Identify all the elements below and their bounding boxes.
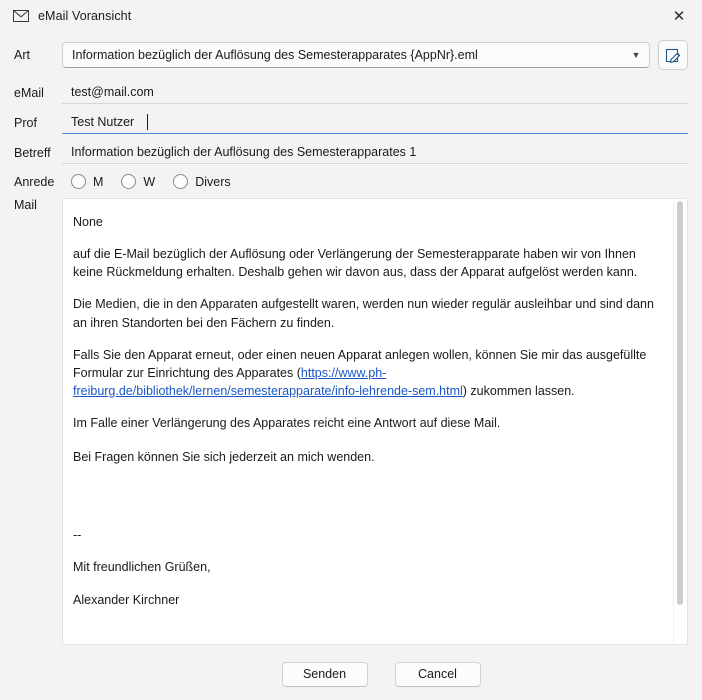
row-email — [0, 81, 702, 104]
anrede-radio-group — [62, 174, 249, 189]
email-field[interactable] — [62, 81, 688, 104]
chevron-down-icon: ▼ — [631, 50, 641, 60]
label-email: eMail — [14, 85, 44, 100]
label-anrede: Anrede — [14, 174, 55, 189]
label-mail: Mail — [14, 198, 37, 212]
radio-circle-icon — [71, 174, 86, 189]
row-anrede — [0, 174, 702, 189]
text-caret — [147, 114, 148, 130]
footer-buttons — [0, 648, 702, 700]
mail-paragraph: -- — [73, 528, 82, 543]
radio-circle-icon — [173, 174, 188, 189]
label-art: Art — [14, 48, 30, 62]
row-art — [0, 40, 702, 70]
title-bar — [0, 0, 702, 32]
art-controls — [62, 40, 688, 70]
art-combobox[interactable] — [62, 42, 650, 68]
edit-template-button[interactable] — [658, 40, 688, 70]
mail-paragraph: Mit freundlichen Grüßen, — [73, 560, 211, 575]
radio-circle-icon — [121, 174, 136, 189]
cancel-button[interactable]: Cancel — [395, 662, 481, 687]
radio-label-m: M — [93, 174, 104, 189]
mail-scrollbar-thumb[interactable] — [677, 201, 683, 605]
mail-paragraph: Bei Fragen können Sie sich jederzeit an mich wenden. — [73, 450, 375, 465]
window-title: eMail Voransicht — [38, 9, 132, 23]
radio-label-w: W — [143, 174, 156, 189]
radio-option-m[interactable] — [71, 174, 103, 189]
link-paragraph-after: ) zukommen lassen. — [462, 383, 575, 398]
send-button[interactable]: Senden — [282, 662, 368, 687]
prof-field-wrap — [62, 111, 688, 134]
label-prof: Prof — [14, 115, 37, 130]
mail-body-text[interactable] — [63, 199, 673, 644]
mail-paragraph: None — [73, 215, 103, 229]
mail-paragraph: Die Medien, die in den Apparaten aufgestellt waren, werden nun wieder regulär ausleihbar und sind dann an ihren Standorten bei den Fächern zu finden. — [73, 297, 654, 330]
row-betreff — [0, 141, 702, 164]
close-icon[interactable]: ✕ — [672, 7, 686, 25]
row-mail — [0, 198, 702, 647]
radio-option-divers[interactable] — [173, 174, 230, 189]
mail-paragraph-with-link — [73, 346, 657, 400]
form-area — [0, 32, 702, 648]
mail-scrollbar[interactable] — [673, 199, 687, 644]
edit-pencil-icon — [665, 47, 682, 64]
mail-body-box[interactable] — [62, 198, 688, 645]
formular-link[interactable]: https://www.ph-freiburg.de/bibliothek/lernen/semesterapparate/info-lehrende-sem.html — [73, 365, 463, 398]
link-paragraph-before: Falls Sie den Apparat erneut, oder einen neuen Apparat anlegen wollen, können Sie mir das ausgefüllte Formular zur Einrichtung des Apparates ( — [73, 347, 647, 380]
betreff-field[interactable] — [62, 141, 688, 164]
row-prof — [0, 111, 702, 134]
mail-paragraph: Alexander Kirchner — [73, 592, 180, 607]
label-betreff: Betreff — [14, 145, 51, 160]
art-value: Information bezüglich der Auflösung des Semesterapparates {AppNr}.eml — [72, 48, 478, 62]
envelope-icon — [13, 8, 29, 24]
prof-field[interactable] — [62, 111, 688, 134]
radio-label-divers: Divers — [195, 174, 231, 189]
mail-paragraph: Im Falle einer Verlängerung des Apparates reicht eine Antwort auf diese Mail. — [73, 416, 501, 430]
radio-option-w[interactable] — [121, 174, 155, 189]
mail-paragraph: auf die E-Mail bezüglich der Auflösung oder Verlängerung der Semesterapparate haben wir von Ihnen keine Rückmeldung erhalten. Deshalb gehen wir davon aus, dass der Apparat aufgelöst werden kann. — [73, 247, 638, 280]
